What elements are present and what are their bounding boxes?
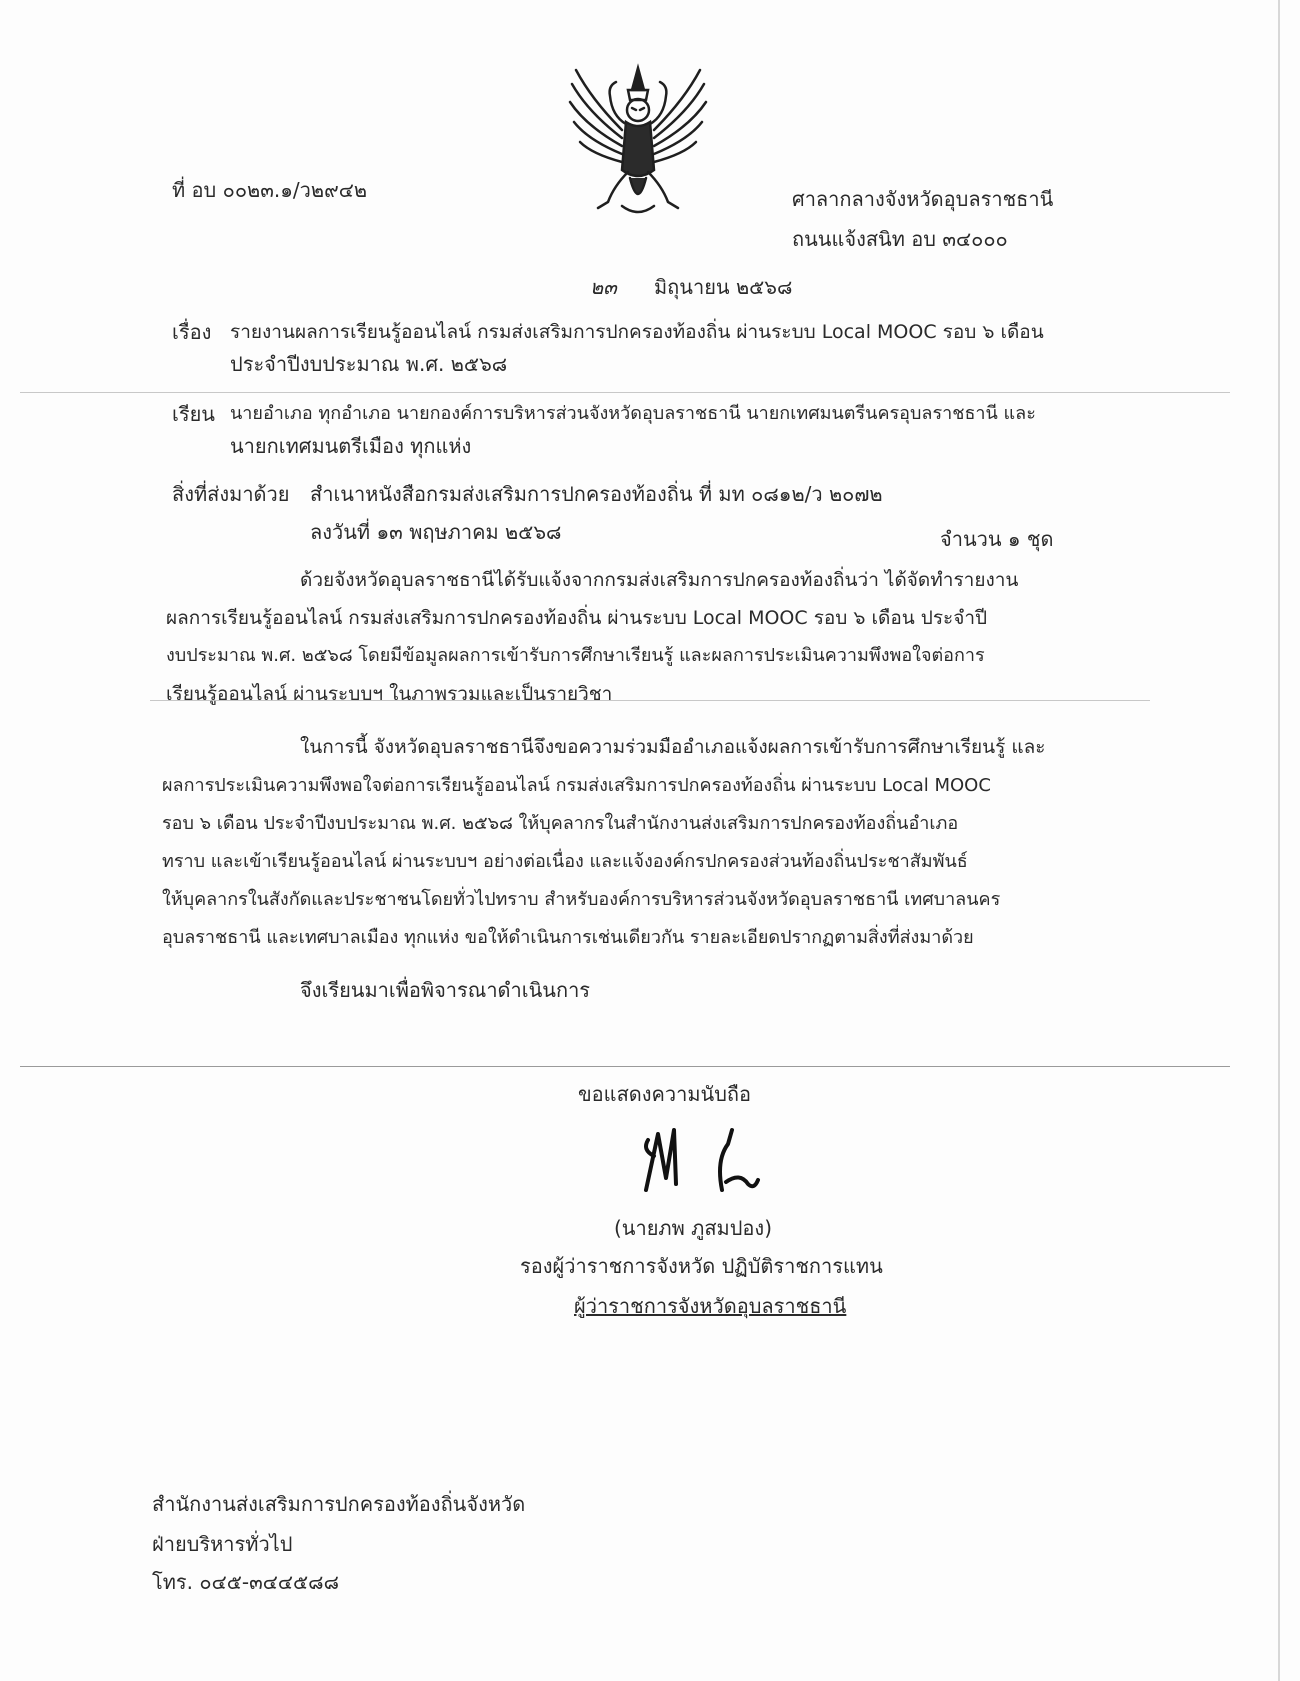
paragraph2-line4: ทราบ และเข้าเรียนรู้ออนไลน์ ผ่านระบบฯ อย่างต่อเนื่อง และแจ้งองค์กรปกครองส่วนท้องถิ่นประชาสัมพันธ์	[162, 851, 968, 872]
enclosure-label: สิ่งที่ส่งมาด้วย	[172, 482, 290, 506]
signatory-position2: ผู้ว่าราชการจังหวัดอุบลราชธานี	[574, 1294, 847, 1318]
paragraph2-line3: รอบ ๖ เดือน ประจำปีงบประมาณ พ.ศ. ๒๕๖๘ ให้บุคลากรในสำนักงานส่งเสริมการปกครองท้องถิ่นอำเภอ	[162, 813, 959, 834]
paragraph2-line1: ในการนี้ จังหวัดอุบลราชธานีจึงขอความร่วมมืออำเภอแจ้งผลการเข้ารับการศึกษาเรียนรู้ และ	[300, 736, 1046, 758]
to-line2: นายกเทศมนตรีเมือง ทุกแห่ง	[230, 434, 472, 458]
enclosure-quantity: จำนวน ๑ ชุด	[940, 527, 1054, 551]
paragraph1-line4: เรียนรู้ออนไลน์ ผ่านระบบฯ ในภาพรวมและเป็นรายวิชา	[166, 683, 613, 705]
date-day: ๒๓	[590, 275, 617, 299]
signature-mark	[636, 1120, 776, 1200]
scan-line-1	[20, 392, 1230, 393]
enclosure-line1: สำเนาหนังสือกรมส่งเสริมการปกครองท้องถิ่น ที่ มท ๐๘๑๒/ว ๒๐๗๒	[310, 482, 883, 506]
scan-edge-right	[1278, 0, 1280, 1681]
subject-line2: ประจำปีงบประมาณ พ.ศ. ๒๕๖๘	[230, 352, 508, 376]
to-line1: นายอำเภอ ทุกอำเภอ นายกองค์การบริหารส่วนจังหวัดอุบลราชธานี นายกเทศมนตรีนครอุบลราชธานี และ	[230, 403, 1036, 424]
complimentary-close: ขอแสดงความนับถือ	[578, 1082, 752, 1106]
paragraph1-line3: งบประมาณ พ.ศ. ๒๕๖๘ โดยมีข้อมูลผลการเข้ารับการศึกษาเรียนรู้ และผลการประเมินความพึงพอใจต่อการ	[166, 645, 985, 666]
office-address-line2: ถนนแจ้งสนิท อบ ๓๔๐๐๐	[792, 227, 1008, 251]
footer-phone: โทร. ๐๔๕-๓๔๔๕๘๘	[152, 1570, 340, 1594]
reference-number: ที่ อบ ๐๐๒๓.๑/ว๒๙๔๒	[172, 178, 368, 202]
signatory-position1: รองผู้ว่าราชการจังหวัด ปฏิบัติราชการแทน	[520, 1254, 883, 1278]
date-month-year: มิถุนายน ๒๕๖๘	[654, 275, 793, 299]
garuda-emblem-icon	[568, 60, 708, 220]
closing-request: จึงเรียนมาเพื่อพิจารณาดำเนินการ	[300, 978, 591, 1002]
subject-line1: รายงานผลการเรียนรู้ออนไลน์ กรมส่งเสริมการปกครองท้องถิ่น ผ่านระบบ Local MOOC รอบ ๖ เดือน	[230, 321, 1044, 343]
paragraph1-line2: ผลการเรียนรู้ออนไลน์ กรมส่งเสริมการปกครองท้องถิ่น ผ่านระบบ Local MOOC รอบ ๖ เดือน ประจำปี	[166, 607, 988, 629]
paragraph1-line1: ด้วยจังหวัดอุบลราชธานีได้รับแจ้งจากกรมส่งเสริมการปกครองท้องถิ่นว่า ได้จัดทำรายงาน	[300, 569, 1019, 591]
to-label: เรียน	[172, 402, 215, 426]
paragraph2-line5: ให้บุคลากรในสังกัดและประชาชนโดยทั่วไปทราบ สำหรับองค์การบริหารส่วนจังหวัดอุบลราชธานี เทศบาลนคร	[162, 889, 1001, 910]
footer-office: สำนักงานส่งเสริมการปกครองท้องถิ่นจังหวัด	[152, 1492, 526, 1516]
office-address-line1: ศาลากลางจังหวัดอุบลราชธานี	[792, 187, 1054, 211]
scan-line-3	[20, 1066, 1230, 1067]
enclosure-line2: ลงวันที่ ๑๓ พฤษภาคม ๒๕๖๘	[310, 520, 562, 544]
paragraph2-line6: อุบลราชธานี และเทศบาลเมือง ทุกแห่ง ขอให้ดำเนินการเช่นเดียวกัน รายละเอียดปรากฏตามสิ่งที่ส่งมาด้วย	[162, 927, 974, 948]
footer-division: ฝ่ายบริหารทั่วไป	[152, 1532, 293, 1556]
subject-label: เรื่อง	[172, 320, 212, 344]
signatory-name: (นายภพ ภูสมปอง)	[614, 1216, 772, 1240]
paragraph2-line2: ผลการประเมินความพึงพอใจต่อการเรียนรู้ออนไลน์ กรมส่งเสริมการปกครองท้องถิ่น ผ่านระบบ Local MOOC	[162, 775, 991, 796]
